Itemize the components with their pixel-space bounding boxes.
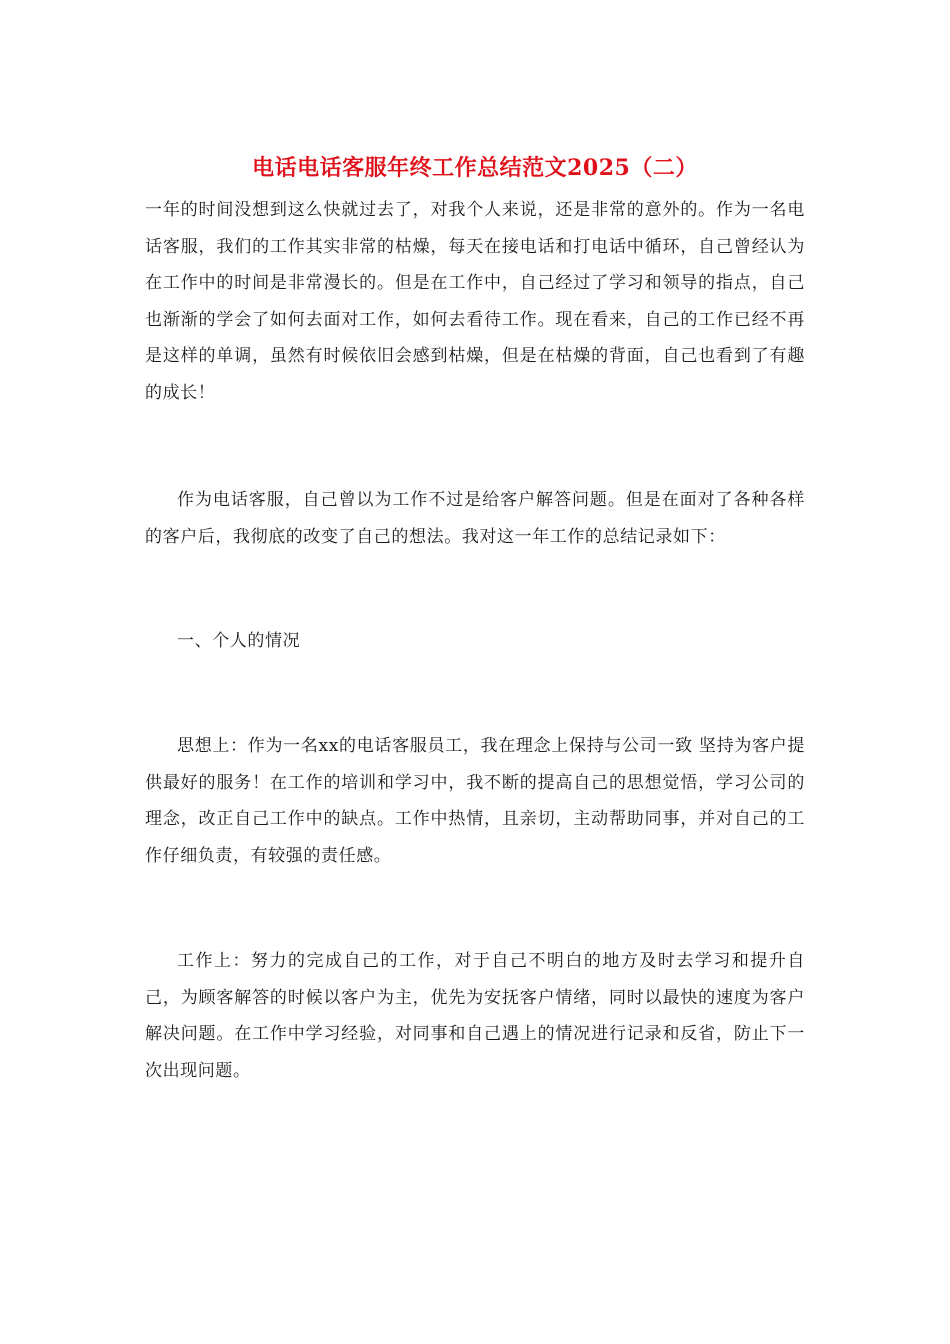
paragraph-overview: 作为电话客服，自己曾以为工作不过是给客户解答问题。但是在面对了各种各样的客户后，我彻底的改变了自己的想法。我对这一年工作的总结记录如下： <box>145 490 805 547</box>
paragraph-thinking: 思想上：作为一名xx的电话客服员工，我在理念上保持与公司一致 坚持为客户提供最好的服务！在工作的培训和学习中，我不断的提高自己的思想觉悟，学习公司的理念，改正自己工作中的缺点。工作中热情，且亲切，主动帮助同事，并对自己的工作仔细负责，有较强的责任感。 <box>145 736 805 866</box>
document-title: 电话电话客服年终工作总结范文2025（二） <box>252 155 698 181</box>
paragraph-intro: 一年的时间没想到这么快就过去了，对我个人来说，还是非常的意外的。作为一名电话客服，我们的工作其实非常的枯燥，每天在接电话和打电话中循环，自己曾经认为在工作中的时间是非常漫长的。但是在工作中，自己经过了学习和领导的指点，自己也渐渐的学会了如何去面对工作，如何去看待工作。现在看来，自己的工作已经不再是这样的单调，虽然有时候依旧会感到枯燥，但是在枯燥的背面，自己也看到了有趣的成长！ <box>145 200 805 403</box>
paragraph-work: 工作上：努力的完成自己的工作，对于自己不明白的地方及时去学习和提升自己，为顾客解答的时候以客户为主，优先为安抚客户情绪，同时以最快的速度为客户解决问题。在工作中学习经验，对同事和自己遇上的情况进行记录和反省，防止下一次出现问题。 <box>145 951 805 1081</box>
section-heading-personal: 一、个人的情况 <box>177 631 301 651</box>
